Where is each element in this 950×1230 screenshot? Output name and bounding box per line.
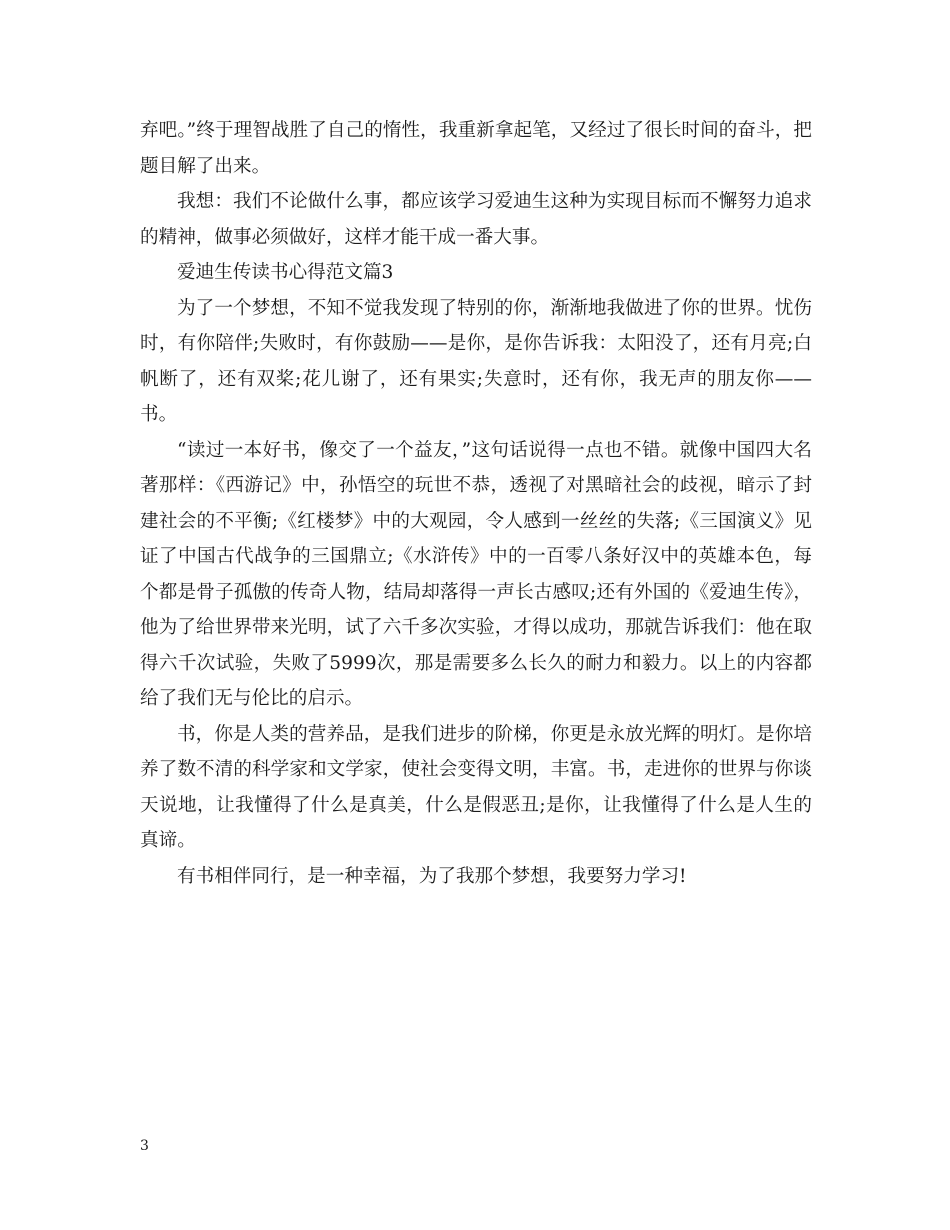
- paragraph-reflection: 我想：我们不论做什么事，都应该学习爱迪生这种为实现目标而不懈努力追求的精神，做事必须做好，这样才能干成一番大事。: [140, 191, 812, 248]
- paragraph-book-nourishment: 书，你是人类的营养品，是我们进步的阶梯，你更是永放光辉的明灯。是你培养了数不清的科学家和文学家，使社会变得文明，丰富。书，走进你的世界与你谈天说地，让我懂得了什么是真美，什么是假恶丑;是你，让我懂得了什么是人生的真谛。: [140, 723, 812, 851]
- paragraph-continuation: 弃吧。”终于理智战胜了自己的惰性，我重新拿起笔，又经过了很长时间的奋斗，把题目解了出来。: [140, 120, 812, 177]
- body-text: [140, 113, 812, 894]
- page-number: 3: [140, 1138, 149, 1154]
- section-heading: 爱迪生传读书心得范文篇3: [177, 262, 394, 283]
- paragraph-good-book: “读过一本好书，像交了一个益友，”这句话说得一点也不错。就像中国四大名著那样：《西游记》中，孙悟空的玩世不恭，透视了对黑暗社会的歧视，暗示了封建社会的不平衡;《红楼梦》中的大观园，令人感到一丝丝的失落;《三国演义》见证了中国古代战争的三国鼎立;《水浒传》中的一百零八条好汉中的英雄本色，每个都是骨子孤傲的传奇人物，结局却落得一声长古感叹;还有外国的《爱迪生传》，他为了给世界带来光明，试了六千多次实验，才得以成功，那就告诉我们：他在取得六千次试验，失败了5999次，那是需要多么长久的耐力和毅力。以上的内容都给了我们无与伦比的启示。: [140, 439, 812, 709]
- paragraph-conclusion: 有书相伴同行，是一种幸福，为了我那个梦想，我要努力学习!: [177, 865, 687, 887]
- paragraph-dream: 为了一个梦想，不知不觉我发现了特别的你，渐渐地我做进了你的世界。忧伤时，有你陪伴;失败时，有你鼓励——是你，是你告诉我：太阳没了，还有月亮;白帆断了，还有双桨;花儿谢了，还有果实;失意时，还有你，我无声的朋友你——书。: [140, 297, 812, 425]
